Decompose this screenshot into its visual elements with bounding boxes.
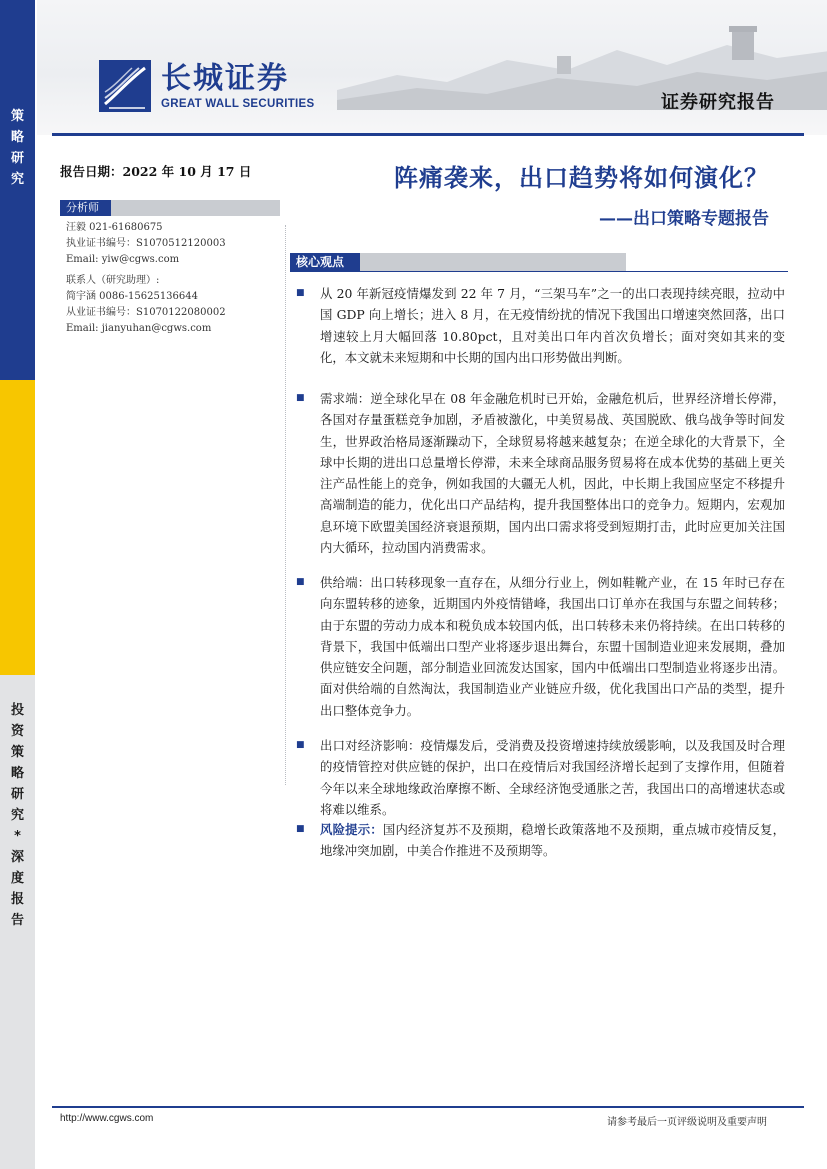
side-char: 告 (10, 913, 24, 928)
risk-text: 国内经济复苏不及预期，稳增长政策落地不及预期，重点城市疫情反复，地缘冲突加剧，中美合作推进不及预期等。 (320, 822, 786, 859)
side-char: 研 (10, 151, 24, 166)
core-paragraph: 出口对经济影响：疫情爆发后，受消费及投资增速持续放缓影响，以及我国及时合理的疫情管控对供应链的保护，出口在疫情后对我国经济增长起到了支撑作用，但随着今年以来全球地缘政治摩擦不断、全球经济饱受通胀之苦，我国出口的高增速状态或将难以维系。 (320, 738, 785, 817)
analyst-license: 执业证书编号：S1070512120003 (66, 238, 226, 249)
logo-mark-icon (99, 60, 151, 112)
side-char: 度 (10, 871, 24, 886)
logo-english-name: GREAT WALL SECURITIES (161, 98, 315, 110)
report-title: 阵痛袭来，出口趋势将如何演化？ (394, 164, 769, 192)
side-char: 究 (10, 808, 24, 823)
report-date: 报告日期：2022 年 10 月 17 日 (60, 164, 252, 179)
report-subtitle: ——出口策略专题报告 (599, 209, 769, 229)
side-char: 报 (10, 892, 24, 907)
report-type-label: 证券研究报告 (661, 92, 775, 113)
brand-logo (99, 58, 314, 114)
core-paragraph: 从 20 年新冠疫情爆发到 22 年 7 月，“三架马车”之一的出口表现持续亮眼，拉动中国 GDP 向上增长；进入 8 月，在无疫情纷扰的情况下我国出口增速突然回落，出口增速较上月大幅回落 10.80pct，且对美出口年内首次负增长；面对突如其来的变化，本文就未来短期和中长期的国内出口形势做出判断。 (320, 286, 785, 365)
side-char: 究 (10, 172, 24, 187)
analyst-section-header (60, 200, 280, 216)
side-band-blue (0, 0, 35, 380)
risk-label: 风险提示： (320, 822, 383, 837)
assistant-heading: 联系人（研究助理）: (66, 275, 160, 286)
assistant-email: Email: jianyuhan@cgws.com (66, 323, 212, 334)
side-char: 投 (10, 703, 24, 718)
footer-divider (52, 1106, 804, 1108)
core-views-header (290, 253, 626, 272)
side-band (0, 0, 35, 1169)
header-divider (52, 133, 804, 136)
risk-paragraph (320, 819, 785, 862)
bullet-square-icon: ■ (296, 824, 305, 834)
assistant-contact (66, 273, 226, 337)
analyst-phone: 汪毅 021-61680675 (66, 222, 163, 233)
analyst-contact (66, 220, 226, 268)
side-char: * (14, 829, 21, 844)
side-label-bottom (0, 700, 35, 931)
side-char: 深 (10, 850, 24, 865)
side-char: 资 (10, 724, 24, 739)
side-char: 略 (10, 766, 24, 781)
side-label-top (0, 106, 35, 190)
bullet-square-icon: ■ (296, 577, 305, 587)
logo-chinese-name: 长城证券 (161, 61, 289, 96)
bullet-square-icon: ■ (296, 288, 305, 298)
core-paragraph: 供给端：出口转移现象一直存在，从细分行业上，例如鞋靴产业，在 15 年时已存在向东盟转移的迹象，近期国内外疫情错峰，我国出口订单亦在我国与东盟之间转移；由于东盟的劳动力成本和税负成本较国内低，出口转移未来仍将持续。在出口转移的背景下，我国中低端出口型产业将逐步退出舞台，东盟十国制造业迎来发展期，叠加供应链安全问题，部分制造业回流发达国家，国内中低端出口型制造业将逐步出清。面对供给端的自然淘汰，我国制造业产业链应升级，优化我国出口产品的类型，提升出口整体竞争力。 (320, 575, 785, 718)
core-views-divider (290, 271, 788, 272)
side-char: 策 (10, 745, 24, 760)
analyst-email: Email: yiw@cgws.com (66, 254, 180, 265)
core-views-label: 核心观点 (290, 253, 360, 272)
side-char: 略 (10, 130, 24, 145)
assistant-phone: 简宇涵 0086-15625136644 (66, 291, 198, 302)
side-band-yellow (0, 380, 35, 675)
footer-website-link[interactable]: http://www.cgws.com (60, 1113, 154, 1124)
bullet-square-icon: ■ (296, 740, 305, 750)
header-banner (37, 0, 827, 135)
assistant-license: 从业证书编号：S1070122080002 (66, 307, 226, 318)
side-char: 研 (10, 787, 24, 802)
side-char: 策 (10, 109, 24, 124)
core-paragraph: 需求端：逆全球化早在 08 年金融危机时已开始，金融危机后，世界经济增长停滞，各国对存量蛋糕竞争加剧，矛盾被激化，中美贸易战、英国脱欧、俄乌战争等时间发生，世界政治格局逐渐躁动下，全球贸易将越来越复杂；在逆全球化的大背景下，全球中长期的进出口总量增长停滞，未来全球商品服务贸易将在成本优势的基础上更关注产品性能上的竞争，例如我国的大疆无人机，因此，中长期上我国应坚定不移提升高端制造的能力，优化出口产品结构，提升我国整体出口的竞争力。短期内，宏观加息环境下欧盟美国经济衰退预期，国内出口需求将受到短期打击，此时应更加关注国内大循环，拉动国内消费需求。 (320, 391, 785, 556)
footer-disclaimer-note: 请参考最后一页评级说明及重要声明 (607, 1117, 767, 1128)
analyst-label: 分析师 (60, 200, 111, 216)
bullet-square-icon: ■ (296, 393, 305, 403)
column-divider (285, 225, 286, 785)
